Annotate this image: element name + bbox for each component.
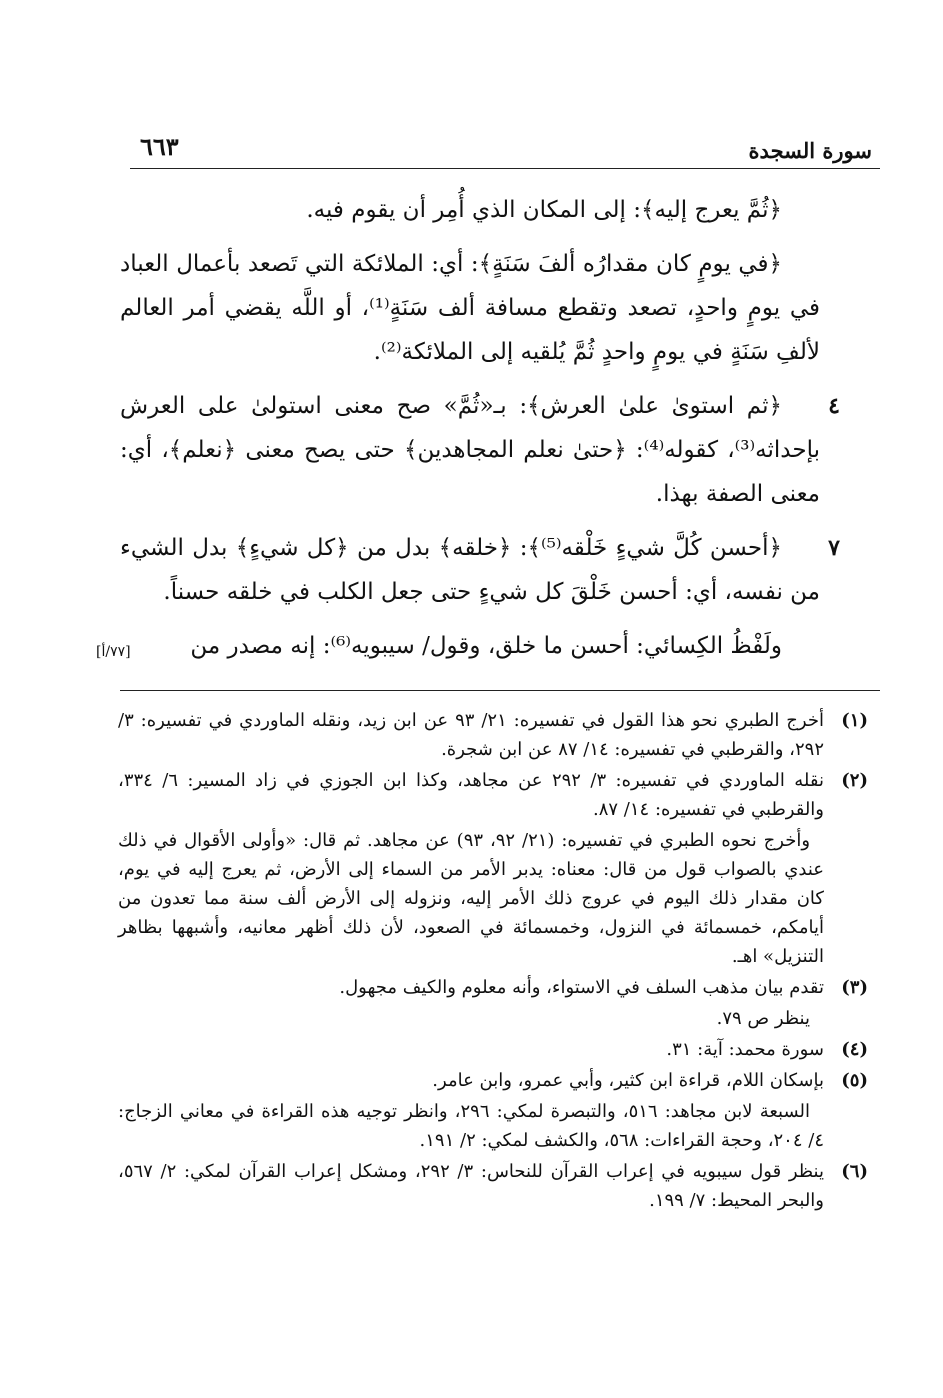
footnote-3-continuation: ينظر ص ٧٩.	[716, 1008, 810, 1029]
paragraph-1: ﴿ثُمَّ يعرج إليه﴾: إلى المكان الذي أُمِر أن يقوم فيه.	[306, 197, 782, 223]
verse-7-text: ﴿أحسن كُلَّ شيءٍ خَلْقه⁽⁵⁾﴾: ﴿خلقه﴾ بدل من ﴿كل شيءٍ﴾ بدل الشيء من نفسه، أي: أحسن خَلْقَ كل شيءٍ حتى جعل الكلب في خلقه حسناً.	[120, 535, 820, 605]
verse-4-text: ﴿ثم استوىٰ علىٰ العرش﴾: بـ«ثُمَّ» صح معنى استولىٰ على العرش بإحداثه⁽³⁾، كقوله⁽⁴⁾: ﴿حتىٰ نعلم المجاهدين﴾ حتى يصح معنى ﴿نعلم﴾، أي: معنى الصفة بهذا.	[120, 393, 821, 507]
verse-number-4: ٤	[828, 393, 840, 419]
footnotes	[118, 706, 868, 1217]
footnote-separator	[120, 690, 880, 691]
paragraph-2: ﴿في يومٍ كان مقدارُه ألفَ سَنَةٍ﴾: أي: الملائكة التي تَصعد بأعمال العباد في يومٍ واحدٍ، تصعد وتقطع مسافة ألف سَنَةٍ⁽¹⁾، أو اللَّه يقضي أمر العالم لألفِ سَنَةٍ في يومٍ واحدٍ ثُمَّ يُلقيه إلى الملائكة⁽²⁾.	[120, 251, 820, 365]
footnote-text: نقله الماوردي في تفسيره: ٣/ ٢٩٢ عن مجاهد، وكذا ابن الجوزي في زاد المسير: ٦/ ٣٣٤، والقرطبي في تفسيره: ١٤/ ٨٧.	[118, 770, 824, 820]
last-line-block	[96, 624, 820, 668]
footnote-6	[118, 1157, 868, 1215]
main-text	[96, 188, 840, 678]
page-header	[130, 128, 880, 169]
footnote-text: سورة محمد: آية: ٣١.	[666, 1039, 824, 1060]
footnote-number: (٤)	[841, 1039, 868, 1060]
footnote-2-continuation: وأخرج نحوه الطبري في تفسيره: (٢١/ ٩٢، ٩٣) عن مجاهد. ثم قال: «وأولى الأقوال في ذلك عندي بالصواب قول من قال: معناه: يدبر الأمر من السماء إلى الأرض، ثم يعرج إليه في يوم، كان مقدار ذلك اليوم في عروج ذلك الأمر إليه، ونزوله إلى الأرض ألف سنة مما تعدون من أيامكم، خمسمائة في النزول، وخمسمائة في الصعود، لأن ذلك أظهر معانيه، وأشبهها بظاهر التنزيل» اهـ.	[118, 830, 824, 967]
footnote-5	[118, 1066, 868, 1095]
footnote-text: أخرج الطبري نحو هذا القول في تفسيره: ٢١/ ٩٣ عن ابن زيد، ونقله الماوردي في تفسيره: ٣/ ٢٩٢، والقرطبي في تفسيره: ١٤/ ٨٧ عن ابن شجرة.	[118, 710, 824, 760]
manuscript-folio-ref: [٧٧/أ]	[96, 644, 131, 660]
footnote-1	[118, 706, 868, 764]
last-line-text: ولَفْظُ الكِسائي: أحسن ما خلق، وقول/ سيبويه⁽⁶⁾: إنه مصدر من	[190, 633, 782, 659]
verse-7-block	[120, 526, 840, 614]
verse-4-block	[120, 384, 840, 516]
footnote-text: ينظر قول سيبويه في إعراب القرآن للنحاس: ٣/ ٢٩٢، ومشكل إعراب القرآن لمكي: ٢/ ٥٦٧، والبحر المحيط: ٧/ ١٩٩.	[118, 1161, 824, 1211]
footnote-2	[118, 766, 868, 824]
footnote-number: (٣)	[841, 977, 868, 998]
footnote-3	[118, 973, 868, 1002]
footnote-text: بإسكان اللام، قراءة ابن كثير، وأبي عمرو، وابن عامر.	[432, 1070, 824, 1091]
page-number: ٦٦٣	[140, 132, 179, 161]
footnote-4	[118, 1035, 868, 1064]
footnote-number: (٦)	[841, 1161, 868, 1182]
footnote-number: (٢)	[841, 770, 868, 791]
surah-title: سورة السجدة	[748, 138, 872, 163]
footnote-5-continuation: السبعة لابن مجاهد: ٥١٦، والتبصرة لمكي: ٢٩٦، وانظر توجيه هذه القراءة في معاني الزجاج: ٤/ ٢٠٤، وحجة القراءات: ٥٦٨، والكشف لمكي: ٢/ ١٩١.	[118, 1101, 824, 1151]
footnote-text: تقدم بيان مذهب السلف في الاستواء، وأنه معلوم والكيف مجهول.	[339, 977, 824, 998]
footnote-number: (٥)	[841, 1070, 868, 1091]
verse-number-7: ٧	[828, 535, 840, 561]
footnote-number: (١)	[841, 710, 868, 731]
